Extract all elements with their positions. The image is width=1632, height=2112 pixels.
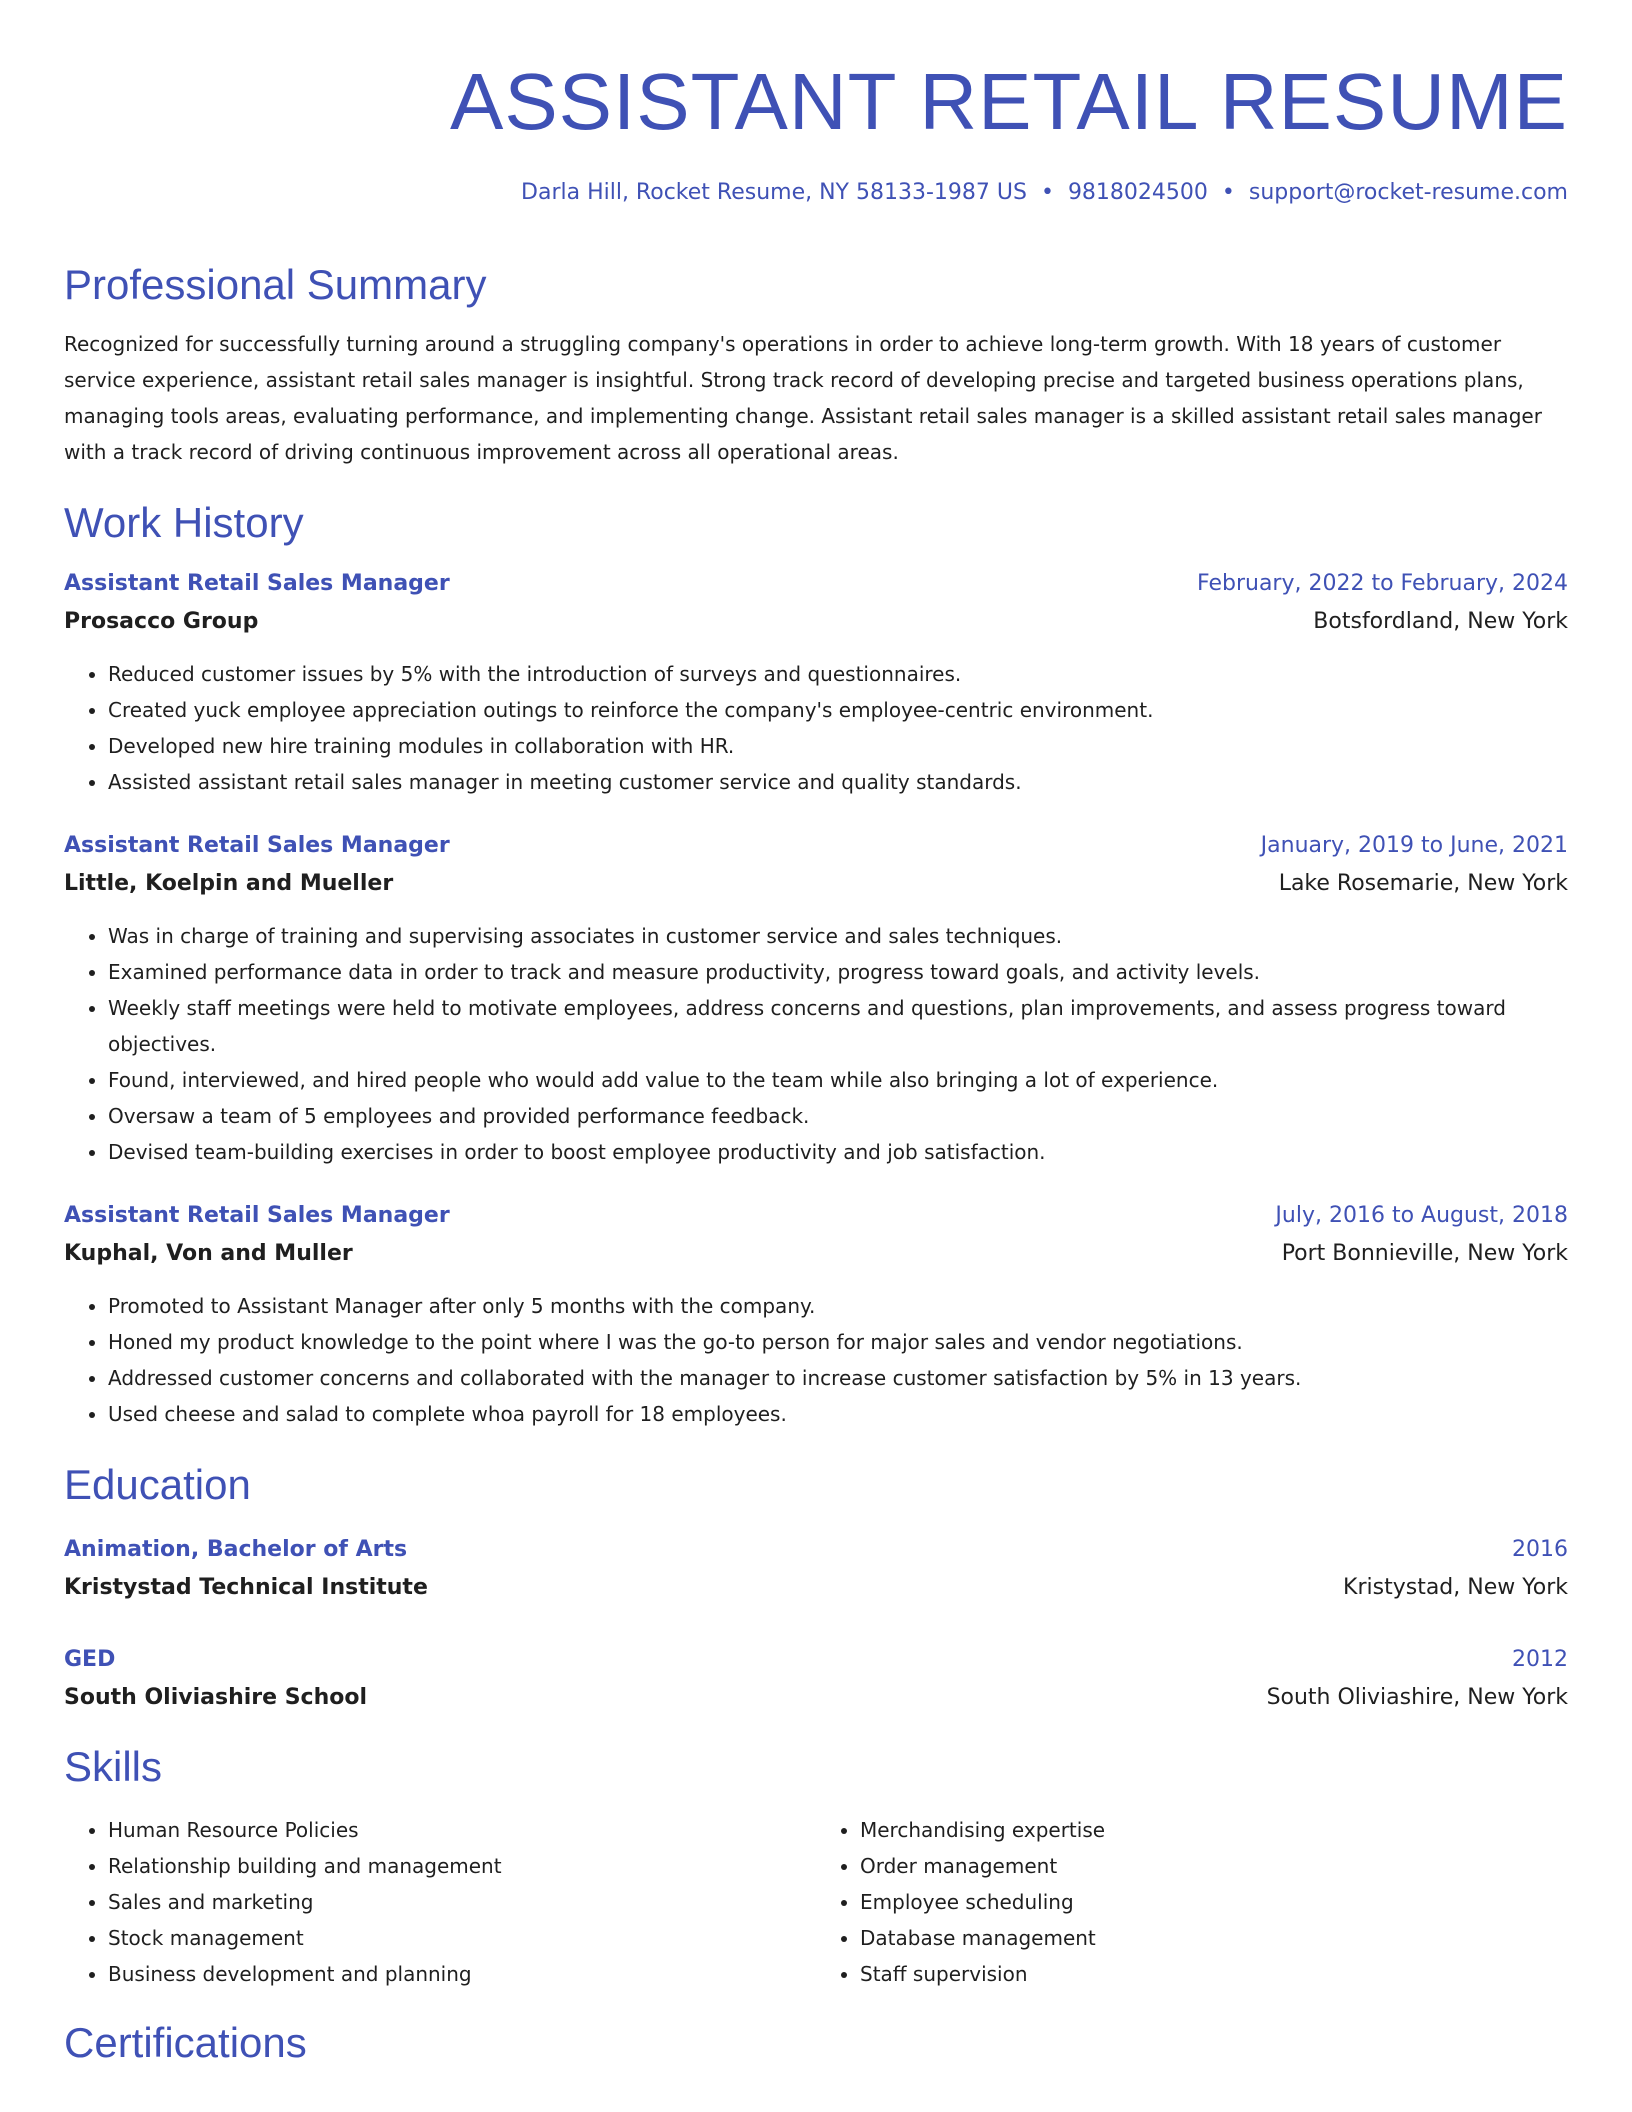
job-bullets [64, 918, 1568, 1170]
job-company: Kuphal, Von and Muller [64, 1241, 353, 1266]
job-dates: July, 2016 to August, 2018 [1275, 1203, 1568, 1228]
job-dates: February, 2022 to February, 2024 [1197, 571, 1568, 596]
education-entry [64, 1644, 1568, 1714]
skill-item: • Merchandising expertise [860, 1812, 1568, 1848]
work-history-heading: Work History [64, 499, 304, 546]
job-entry [64, 568, 1568, 800]
resume-page [64, 0, 1568, 2070]
summary-text: Recognized for successfully turning around a struggling company's operations in order to achieve long-term growth. With 18 years of customer service experience, assistant retail sales manager is insightful. Strong track record of developing precise and targeted business operations plans, managing tools areas, evaluating performance, and implementing change. Assistant retail sales manager is a skilled assistant retail sales manager with a track record of driving continuous improvement across all operational areas. [64, 332, 1542, 464]
job-bullet: • Examined performance data in order to track and measure productivity, progress toward goals, and activity levels. [108, 954, 1568, 990]
skill-item: • Staff supervision [860, 1956, 1568, 1992]
job-entry [64, 1200, 1568, 1432]
job-role: Assistant Retail Sales Manager [64, 1203, 450, 1228]
contact-address: Darla Hill, Rocket Resume, NY 58133-1987 US [521, 180, 1027, 205]
job-bullet: • Was in charge of training and supervising associates in customer service and sales techniques. [108, 918, 1568, 954]
job-bullet: • Weekly staff meetings were held to motivate employees, address concerns and questions, plan improvements, and assess progress toward objectives. [108, 990, 1568, 1062]
education-degree: Animation, Bachelor of Arts [64, 1537, 408, 1562]
job-bullet: • Created yuck employee appreciation outings to reinforce the company's employee-centric environment. [108, 692, 1568, 728]
resume-header [64, 0, 1568, 208]
skills-columns [64, 1804, 1568, 1992]
job-bullet: • Assisted assistant retail sales manager in meeting customer service and quality standards. [108, 764, 1568, 800]
job-bullet: • Promoted to Assistant Manager after only 5 months with the company. [108, 1288, 1568, 1324]
job-company: Little, Koelpin and Mueller [64, 871, 394, 896]
job-bullet: • Oversaw a team of 5 employees and provided performance feedback. [108, 1098, 1568, 1134]
job-bullet: • Used cheese and salad to complete whoa payroll for 18 employees. [108, 1396, 1568, 1432]
job-location: Port Bonnieville, New York [1281, 1241, 1568, 1266]
job-location: Lake Rosemarie, New York [1278, 871, 1568, 896]
skill-item: • Sales and marketing [108, 1884, 816, 1920]
skills-list-right [816, 1812, 1568, 1992]
skill-item: • Stock management [108, 1920, 816, 1956]
skill-item: • Business development and planning [108, 1956, 816, 1992]
education-school: South Oliviashire School [64, 1685, 368, 1710]
skill-item: • Employee scheduling [860, 1884, 1568, 1920]
job-location: Botsfordland, New York [1313, 609, 1568, 634]
skill-item: • Order management [860, 1848, 1568, 1884]
education-school: Kristystad Technical Institute [64, 1575, 428, 1600]
bullet-separator: • [1221, 180, 1235, 205]
skill-item: • Human Resource Policies [108, 1812, 816, 1848]
skills-list-left [64, 1812, 816, 1992]
job-bullet: • Devised team-building exercises in order to boost employee productivity and job satisfaction. [108, 1134, 1568, 1170]
education-heading: Education [64, 1461, 251, 1508]
contact-email: support@rocket-resume.com [1248, 180, 1568, 205]
skill-item: • Relationship building and management [108, 1848, 816, 1884]
education-location: South Oliviashire, New York [1266, 1685, 1568, 1710]
education-entry [64, 1534, 1568, 1604]
job-dates: January, 2019 to June, 2021 [1260, 833, 1568, 858]
job-entry [64, 830, 1568, 1170]
resume-title: ASSISTANT RETAIL RESUME [449, 57, 1568, 146]
education-year: 2012 [1512, 1647, 1568, 1672]
job-bullet: • Found, interviewed, and hired people who would add value to the team while also bringing a lot of experience. [108, 1062, 1568, 1098]
skill-item: • Database management [860, 1920, 1568, 1956]
job-role: Assistant Retail Sales Manager [64, 571, 450, 596]
job-bullets [64, 656, 1568, 800]
job-bullets [64, 1288, 1568, 1432]
education-location: Kristystad, New York [1343, 1575, 1568, 1600]
certifications-heading: Certifications [64, 2019, 307, 2066]
contact-line [64, 178, 1568, 208]
education-year: 2016 [1512, 1537, 1568, 1562]
job-bullet: • Addressed customer concerns and collaborated with the manager to increase customer satisfaction by 5% in 13 years. [108, 1360, 1568, 1396]
job-bullet: • Reduced customer issues by 5% with the introduction of surveys and questionnaires. [108, 656, 1568, 692]
summary-heading: Professional Summary [64, 261, 487, 308]
job-bullet: • Developed new hire training modules in collaboration with HR. [108, 728, 1568, 764]
job-company: Prosacco Group [64, 609, 259, 634]
job-bullet: • Honed my product knowledge to the point where I was the go-to person for major sales and vendor negotiations. [108, 1324, 1568, 1360]
bullet-separator: • [1040, 180, 1054, 205]
job-role: Assistant Retail Sales Manager [64, 833, 450, 858]
skills-heading: Skills [64, 1743, 163, 1790]
education-degree: GED [64, 1647, 116, 1672]
contact-phone: 9818024500 [1067, 180, 1208, 205]
